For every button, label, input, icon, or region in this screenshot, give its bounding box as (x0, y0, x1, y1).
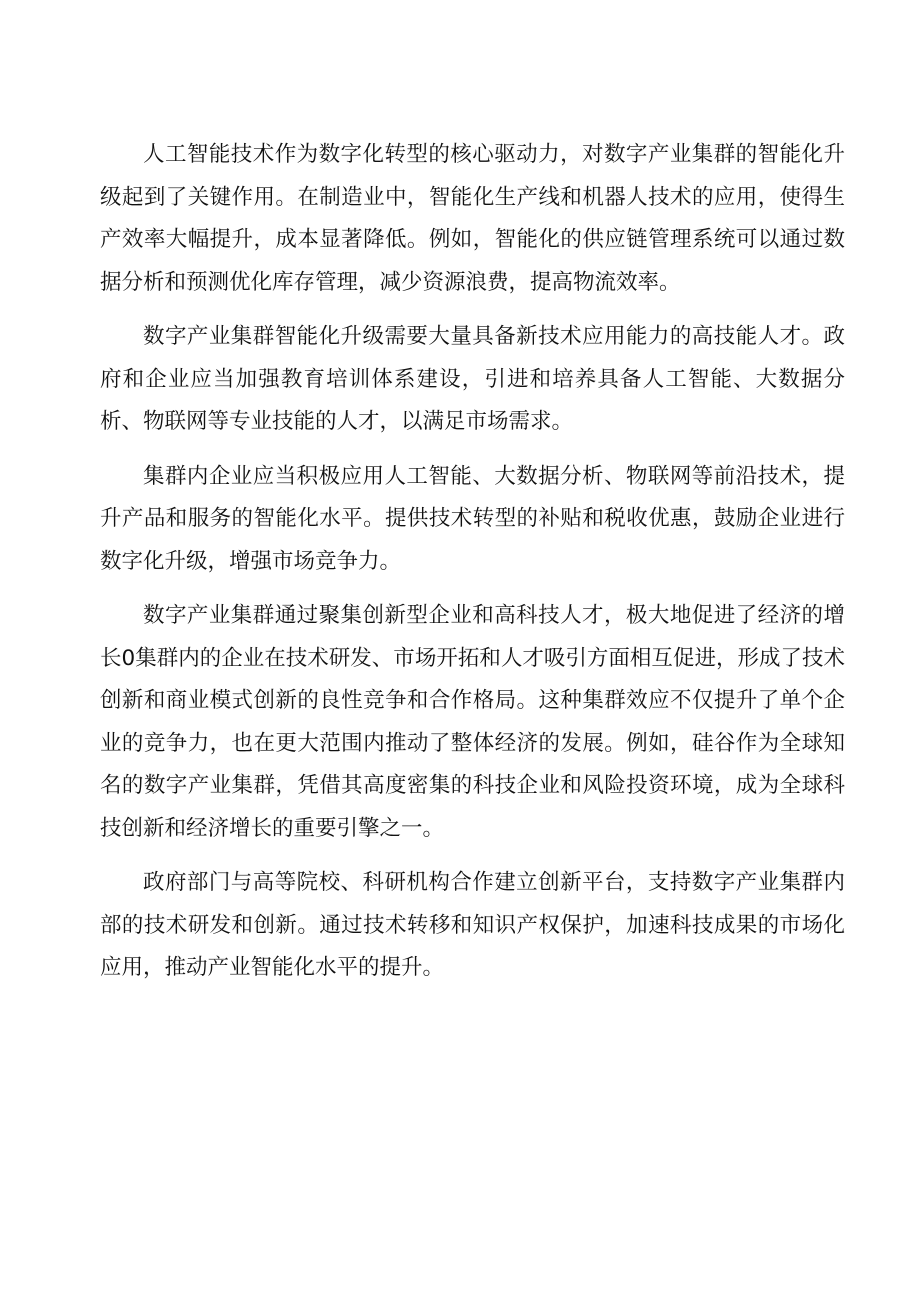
paragraph-frontier-tech: 集群内企业应当积极应用人工智能、大数据分析、物联网等前沿技术，提升产品和服务的智能化水平。提供技术转型的补贴和税收优惠，鼓励企业进行数字化升级，增强市场竞争力。 (100, 463, 845, 574)
paragraph-ai-core: 人工智能技术作为数字化转型的核心驱动力，对数字产业集群的智能化升级起到了关键作用。在制造业中，智能化生产线和机器人技术的应用，使得生产效率大幅提升，成本显著降低。例如，智能化的供应链管理系统可以通过数据分析和预测优化库存管理，减少资源浪费，提高物流效率。 (100, 142, 845, 295)
paragraph-economic-growth: 数字产业集群通过聚集创新型企业和高科技人才，极大地促进了经济的增长0集群内的企业在技术研发、市场开拓和人才吸引方面相互促进，形成了技术创新和商业模式创新的良性竞争和合作格局。这种集群效应不仅提升了单个企业的竞争力，也在更大范围内推动了整体经济的发展。例如，硅谷作为全球知名的数字产业集群，凭借其高度密集的科技企业和风险投资环境，成为全球科技创新和经济增长的重要引擎之一。 (100, 603, 845, 841)
paragraph-talent: 数字产业集群智能化升级需要大量具备新技术应用能力的高技能人才。政府和企业应当加强教育培训体系建设，引进和培养具备人工智能、大数据分析、物联网等专业技能的人才，以满足市场需求。 (100, 324, 845, 434)
document-body (100, 134, 845, 990)
paragraph-innovation-platform: 政府部门与高等院校、科研机构合作建立创新平台，支持数字产业集群内部的技术研发和创新。通过技术转移和知识产权保护，加速科技成果的市场化应用，推动产业智能化水平的提升。 (100, 870, 845, 980)
